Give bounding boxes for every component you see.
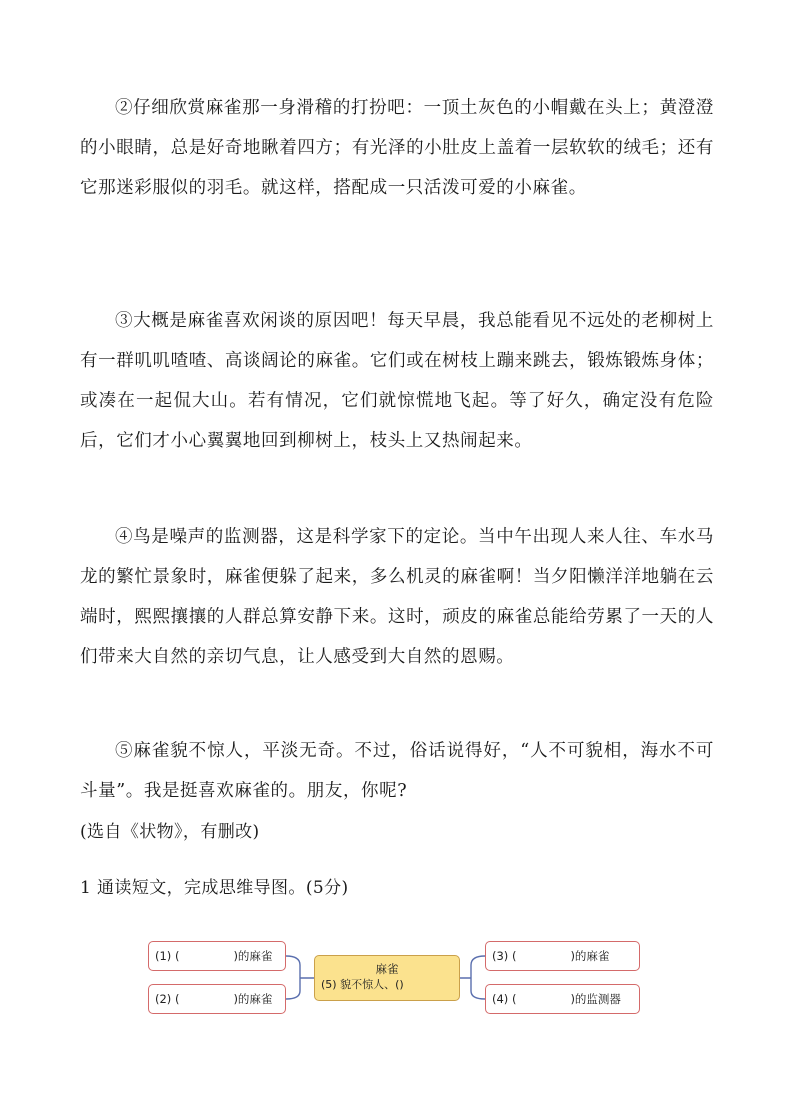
box-2-prefix: (2) ( [155,992,180,1006]
box-4-prefix: (4) ( [492,992,517,1006]
connector-left [286,956,314,999]
mindmap-box-2 [148,984,286,1014]
paragraph-2: ②仔细欣赏麻雀那一身滑稽的打扮吧：一顶土灰色的小帽戴在头上；黄澄澄的小眼睛，总是好奇地瞅着四方；有光泽的小肚皮上盖着一层软软的绒毛；还有它那迷彩服似的羽毛。就这样，搭配成一只活泼可爱的小麻雀。 [80,98,714,198]
question-1: 1 通读短文，完成思维导图。(5分) [80,878,349,898]
source-note: (选自《状物》，有删改) [80,822,260,842]
box-1-suffix: )的麻雀 [233,949,273,963]
paragraph-4: ④鸟是噪声的监测器，这是科学家下的定论。当中午出现人来人往、车水马龙的繁忙景象时，麻雀便躲了起来，多么机灵的麻雀啊！当夕阳懒洋洋地躺在云端时，熙熙攘攘的人群总算安静下来。这时，顽皮的麻雀总能给劳累了一天的人们带来大自然的亲切气息，让人感受到大自然的恩赐。 [80,527,714,667]
box-3-prefix: (3) ( [492,949,517,963]
center-sub-suffix: ) [399,978,404,991]
box-4-suffix: )的监测器 [570,992,621,1006]
connector-right [460,956,485,999]
center-sub [315,977,459,993]
box-1-prefix: (1) ( [155,949,180,963]
center-title: 麻雀 [375,962,399,976]
mindmap-box-4 [485,984,640,1014]
mindmap-center [314,955,460,1001]
paragraph-3: ③大概是麻雀喜欢闲谈的原因吧！每天早晨，我总能看见不远处的老柳树上有一群叽叽喳喳、高谈阔论的麻雀。它们或在树枝上蹦来跳去，锻炼锻炼身体；或凑在一起侃大山。若有情况，它们就惊慌地飞起。等了好久，确定没有危险后，它们才小心翼翼地回到柳树上，枝头上又热闹起来。 [80,311,714,451]
mindmap-box-1 [148,941,286,971]
paragraph-5: ⑤麻雀貌不惊人，平淡无奇。不过，俗话说得好，“人不可貌相，海水不可斗量”。我是挺喜欢麻雀的。朋友，你呢? [80,741,714,801]
box-2-suffix: )的麻雀 [233,992,273,1006]
mindmap-box-3 [485,941,640,971]
mind-map [148,935,644,1021]
center-sub-prefix: (5) 貌不惊人、( [321,978,400,991]
box-3-suffix: )的麻雀 [570,949,610,963]
